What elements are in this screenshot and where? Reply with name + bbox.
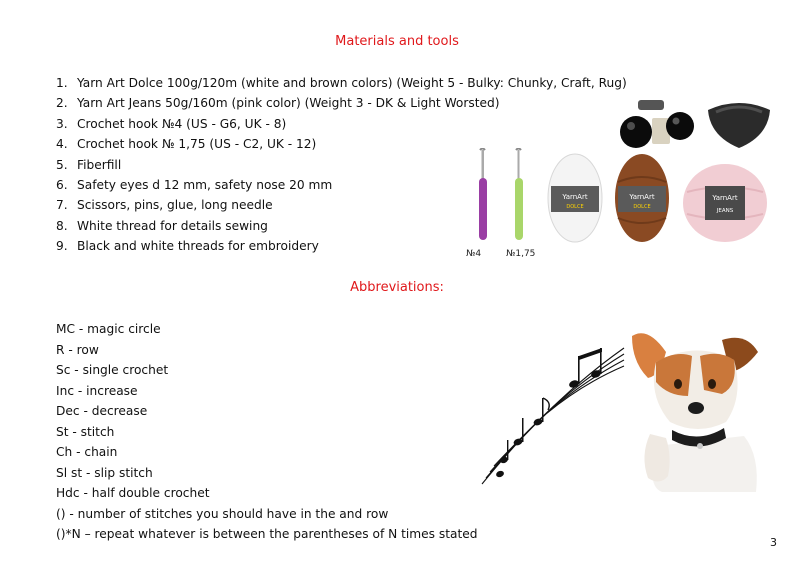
yarn-pink-image [681,162,769,244]
abbreviations-title: Abbreviations: [350,280,444,295]
hook-label-4: №4 [466,249,482,259]
list-item: 2. Yarn Art Jeans 50g/160m (pink color) (Weight 3 - DK & Light Worsted) [56,96,500,111]
materials-list [56,73,627,257]
list-item: 6. Safety eyes d 12 mm, safety nose 20 mm [56,178,333,193]
list-item: () - number of stitches you should have in the and row [56,506,389,521]
list-item: MC - magic circle [56,322,161,336]
hook-label-175: №1,75 [506,249,536,259]
svg-text:YarnArt: YarnArt [562,193,588,201]
list-item: 7. Scissors, pins, glue, long needle [56,198,273,213]
list-item: 1. Yarn Art Dolce 100g/120m (white and brown colors) (Weight 5 - Bulky: Chunky, Craft, Rug) [56,76,627,90]
list-item: Ch - chain [56,445,118,459]
safety-nose-image [702,96,776,152]
abbreviations-list [56,319,477,545]
list-item: 5. Fiberfill [56,157,122,172]
list-item: R - row [56,342,99,357]
yarn-white-image [545,152,605,244]
svg-text:DOLCE: DOLCE [633,204,651,210]
list-item: St - stitch [56,424,115,439]
list-item: Dec - decrease [56,404,148,418]
svg-text:YarnArt: YarnArt [629,193,655,201]
list-item: 4. Crochet hook № 1,75 (US - C2, UK - 12) [56,137,317,152]
list-item: 8. White thread for details sewing [56,218,268,233]
list-item: Hdc - half double crochet [56,486,210,500]
list-item: 3. Crochet hook №4 (US - G6, UK - 8) [56,116,287,131]
page-number: 3 [770,536,777,549]
svg-text:YarnArt: YarnArt [712,194,738,202]
dog-image [626,326,760,492]
list-item: Inc - increase [56,383,138,398]
list-item: 9. Black and white threads for embroidery [56,239,319,254]
list-item: Sc - single crochet [56,363,169,377]
list-item: Sl st - slip stitch [56,465,153,480]
materials-title: Materials and tools [335,34,459,49]
svg-text:JEANS: JEANS [716,208,734,214]
crochet-hook-175-image [510,148,528,244]
crochet-hook-4-image [474,148,492,244]
svg-text:DOLCE: DOLCE [566,204,584,210]
safety-eyes-image [612,96,696,156]
yarn-brown-image [612,152,672,244]
list-item: ()*N – repeat whatever is between the parentheses of N times stated [56,527,478,541]
music-notes-image [478,344,628,488]
